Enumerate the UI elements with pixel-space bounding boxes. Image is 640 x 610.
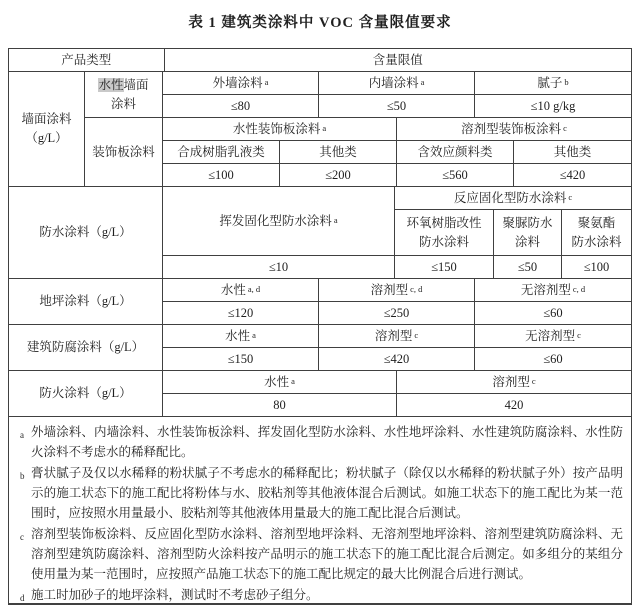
footnote-b [20, 463, 623, 523]
row-header-floor: 地坪涂料（g/L） [9, 279, 163, 325]
row-header-wall-coatings [9, 72, 85, 187]
row-header-waterproof: 防水涂料（g/L） [9, 187, 163, 279]
value-interior-wall: ≤50 [319, 95, 475, 118]
value-floor-solvent: ≤250 [319, 302, 475, 325]
footnote-text: 溶剂型装饰板涂料、反应固化型防水涂料、溶剂型地坪涂料、无溶剂型地坪涂料、溶剂型建筑防腐涂料、无溶剂型建筑防腐涂料、溶剂型防火涂料按产品明示的施工状态下的施工配比混合后测定。如多组分的某组分使用量为某一范围时，应按照产品施工状态下的施工配比规定的最大比例混合后进行测试。 [31, 527, 623, 581]
value-polyurethane: ≤100 [562, 256, 631, 279]
col-header-volatile-curing: 挥发固化型防水涂料 $^a$ [163, 187, 395, 256]
col-header-interior-wall: 内墙涂料 $^a$ [319, 72, 475, 95]
col-header-anticorr-solvent: 溶剂型 $^c$ [319, 325, 475, 348]
col-header-floor-solvent: 溶剂型 $^{c, d}$ [319, 279, 475, 302]
value-floor-waterborne: ≤120 [163, 302, 319, 325]
footnote-text: 施工时加砂子的地坪涂料，测试时不考虑砂子组分。 [31, 588, 319, 602]
highlighted-text: 水性 [98, 77, 124, 92]
col-header-floor-waterborne: 水性 $^{a, d}$ [163, 279, 319, 302]
value-polyurea: ≤50 [494, 256, 562, 279]
col-header-exterior-wall: 外墙涂料 $^a$ [163, 72, 319, 95]
header-content-limit: 含量限值 [165, 49, 632, 72]
section-fireproof-coatings [9, 371, 631, 417]
waterborne-label-line2: 涂料 [110, 96, 136, 111]
value-anticorr-solventfree: ≤60 [475, 348, 631, 371]
footnote-marker: a [20, 430, 24, 440]
col-header-fire-waterborne: 水性 $^a$ [163, 371, 397, 394]
value-other-solvent: ≤420 [514, 164, 631, 187]
group-header-reactive-curing: 反应固化型防水涂料 $^c$ [395, 187, 631, 210]
value-epoxy-modified: ≤150 [395, 256, 494, 279]
col-header-synthetic-resin-emulsion: 合成树脂乳液类 [163, 141, 280, 164]
value-fire-waterborne: 80 [163, 394, 397, 417]
col-header-epoxy-modified: 环氧树脂改性 防水涂料 [395, 210, 494, 256]
table-header-row [9, 49, 631, 72]
footnote-marker: b [20, 471, 25, 481]
col-header-fire-solvent: 溶剂型 $^c$ [397, 371, 631, 394]
section-anticorrosion-coatings [9, 325, 631, 371]
row-header-decorative-panel: 装饰板涂料 [85, 118, 163, 187]
col-header-other-waterborne: 其他类 [280, 141, 397, 164]
voc-limits-table [8, 48, 632, 605]
col-header-other-solvent: 其他类 [514, 141, 631, 164]
row-header-fireproof: 防火涂料（g/L） [9, 371, 163, 417]
col-header-floor-solventfree: 无溶剂型 $^{c, d}$ [475, 279, 631, 302]
value-floor-solventfree: ≤60 [475, 302, 631, 325]
footnote-text: 外墙涂料、内墙涂料、水性装饰板涂料、挥发固化型防水涂料、水性地坪涂料、水性建筑防腐涂料、水性防火涂料不考虑水的稀释配比。 [31, 425, 623, 459]
value-synthetic-resin-emulsion: ≤100 [163, 164, 280, 187]
row-header-waterborne-wall [85, 72, 163, 118]
value-volatile-curing: ≤10 [163, 256, 395, 279]
value-exterior-wall: ≤80 [163, 95, 319, 118]
header-product-type: 产品类型 [9, 49, 165, 72]
table-title: 表 1 建筑类涂料中 VOC 含量限值要求 [188, 15, 452, 31]
value-other-waterborne: ≤200 [280, 164, 397, 187]
footnote-marker: d [20, 593, 25, 603]
value-anticorr-waterborne: ≤150 [163, 348, 319, 371]
col-header-polyurea: 聚脲防水 涂料 [494, 210, 562, 256]
value-putty: ≤10 g/kg [475, 95, 631, 118]
value-anticorr-solvent: ≤420 [319, 348, 475, 371]
footnote-c [20, 524, 623, 584]
subsection-decorative-panel [85, 118, 631, 187]
section-floor-coatings [9, 279, 631, 325]
footnote-marker: c [20, 532, 24, 542]
subsection-waterborne-wall [85, 72, 631, 118]
footnotes-section [9, 417, 631, 603]
col-header-effect-pigment: 含效应颜料类 [397, 141, 514, 164]
footnote-d [20, 585, 623, 603]
group-header-waterborne-deco: 水性装饰板涂料 $^a$ [163, 118, 397, 141]
section-wall-coatings [9, 72, 631, 187]
section-waterproof-coatings [9, 187, 631, 279]
row-header-anticorrosion: 建筑防腐涂料（g/L） [9, 325, 163, 371]
value-effect-pigment: ≤560 [397, 164, 514, 187]
col-header-putty: 腻子 $^b$ [475, 72, 631, 95]
footnote-a [20, 422, 623, 462]
wall-label-line1: 墙面涂料 [21, 112, 72, 126]
waterborne-label-rest: 墙面 [123, 77, 149, 92]
group-header-solvent-deco: 溶剂型装饰板涂料 $^c$ [397, 118, 631, 141]
col-header-anticorr-solventfree: 无溶剂型 $^c$ [475, 325, 631, 348]
value-fire-solvent: 420 [397, 394, 631, 417]
wall-label-line2: （g/L） [25, 131, 68, 145]
footnote-text: 膏状腻子及仅以水稀释的粉状腻子不考虑水的稀释配比；粉状腻子（除仅以水稀释的粉状腻子外）按产品明示的施工状态下的施工配比将粉体与水、胶粘剂等其他液体混合后测试。如施工状态下的施工配比为某一范围时，应按照水用量最小、胶粘剂等其他液体用量最大的施工配比混合后测试。 [31, 466, 623, 520]
col-header-anticorr-waterborne: 水性 $^a$ [163, 325, 319, 348]
col-header-polyurethane: 聚氨酯 防水涂料 [562, 210, 631, 256]
